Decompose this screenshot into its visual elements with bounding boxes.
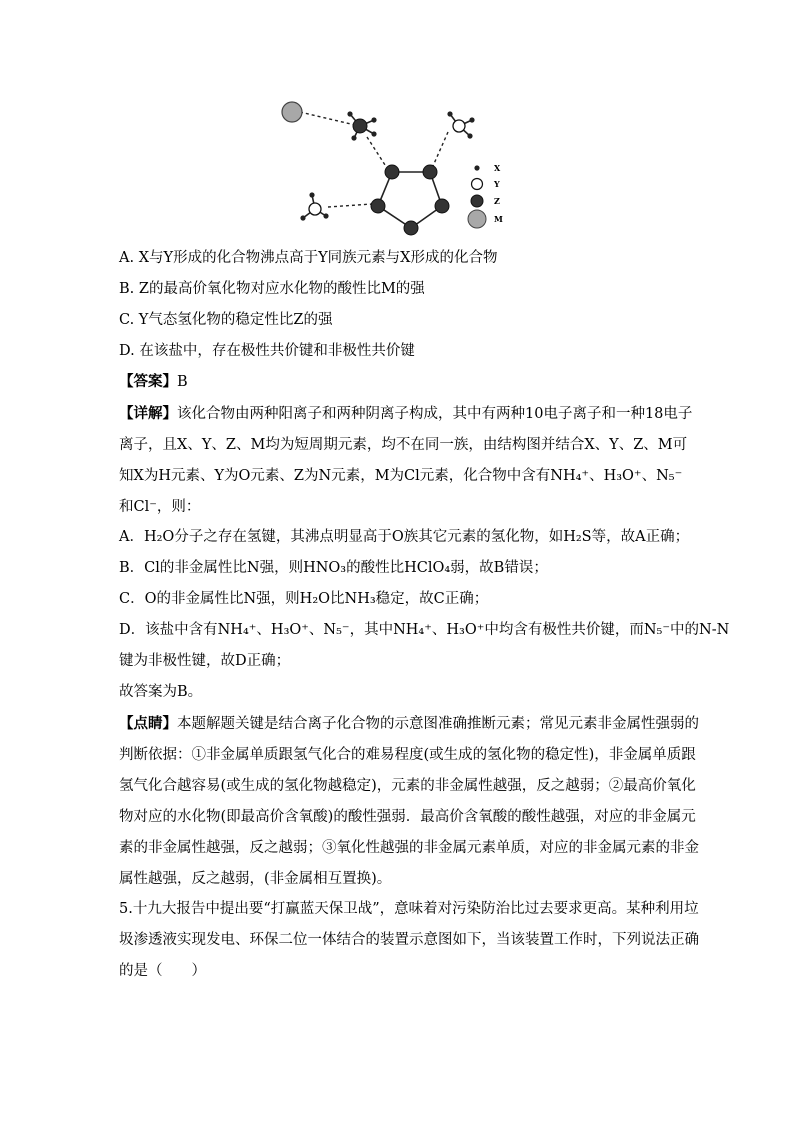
option-c: C. Y气态氢化物的稳定性比Z的强 [119,312,333,328]
atom-y [309,203,321,215]
hydrogen-bond [328,204,372,207]
atom-x [347,111,352,116]
atom-x [469,117,474,122]
answer-line [119,372,188,392]
atom-x [309,192,314,197]
legend-z-label: Z [494,196,500,206]
atom-x [447,111,452,116]
hydrogen-bond [433,132,448,166]
atom-x [371,117,376,122]
atom-z [353,119,367,133]
atom-x [371,131,376,136]
option-b: B. Z的最高价氧化物对应水化物的酸性比M的强 [119,281,425,297]
detail-label: 【详解】 [119,405,177,422]
question-5-line-1: 5.十九大报告中提出要“打赢蓝天保卫战”，意味着对污染防治比过去要求更高。某种利用垃 [119,901,699,917]
comment-label: 【点睛】 [119,715,177,732]
question-5-line-3: 的是（ ） [119,963,206,979]
atom-x [351,135,356,140]
analysis-paragraph [119,522,730,708]
atom-x [300,215,305,220]
comment-line-1: 【点睛】本题解题关键是结合离子化合物的示意图准确推断元素；常见元素非金属性强弱的 [119,715,699,732]
analysis-a: A．H₂O分子之存在氢键，其沸点明显高于O族其它元素的氢化物，如H₂S等，故A正确； [119,529,690,545]
comment-line-5: 素的非金属性越强，反之越弱；③氧化性越强的非金属元素单质，对应的非金属元素的非金 [119,840,699,856]
answer-label: 【答案】 [119,373,177,390]
analysis-d-line-1: D．该盐中含有NH₄⁺、H₃O⁺、N₅⁻，其中NH₄⁺、H₃O⁺中均含有极性共价键，而N₅⁻中的N-N [119,622,730,638]
answer-value: B [177,374,188,390]
ion-structure-diagram [270,92,530,240]
legend-x-marker [474,165,479,170]
analysis-c: C．O的非金属性比N强，则H₂O比NH₃稳定，故C正确； [119,591,489,607]
atom-z [371,199,385,213]
comment-line-2: 判断依据：①非金属单质跟氢气化合的难易程度(或生成的氢化物的稳定性)，非金属单质跟 [119,747,696,763]
legend [468,163,503,228]
analysis-conclusion: 故答案为B。 [119,684,203,700]
legend-x-label: X [494,163,501,173]
option-d: D. 在该盐中，存在极性共价键和非极性共价键 [119,343,415,359]
atom-z [435,199,449,213]
analysis-d-line-2: 键为非极性键，故D正确； [119,653,291,669]
detail-line-2: 离子，且X、Y、Z、M均为短周期元素，均不在同一族，由结构图并结合X、Y、Z、M可 [119,437,688,453]
atom-x [467,133,472,138]
hydrogen-bond [367,137,387,168]
question-5 [119,894,699,987]
comment-line-4: 物对应的水化物(即最高价含氧酸)的酸性强弱．最高价含氧酸的酸性越强，对应的非金属元 [119,809,696,825]
atom-y [453,120,465,132]
atom-x [323,213,328,218]
legend-m-label: M [494,214,503,224]
atom-z [423,165,437,179]
question-5-line-2: 圾渗透液实现发电、环保二位一体结合的装置示意图如下，当该装置工作时，下列说法正确 [119,932,699,948]
comment-line-6: 属性越强，反之越弱，(非金属相互置换)。 [119,871,392,887]
legend-m-marker [468,210,486,228]
option-a: A. X与Y形成的化合物沸点高于Y同族元素与X形成的化合物 [119,250,498,266]
atom-z [385,165,399,179]
legend-z-marker [471,195,483,207]
legend-y-marker [472,179,483,190]
detail-line-1: 【详解】该化合物由两种阳离子和两种阴离子构成，其中有两种10电子离子和一种18电子 [119,405,693,422]
analysis-b: B．Cl的非金属性比N强，则HNO₃的酸性比HClO₄弱，故B错误； [119,560,548,576]
hydrogen-bond [300,112,355,125]
detail-paragraph [119,398,693,523]
atom-z [404,221,418,235]
detail-line-4: 和Cl⁻，则： [119,499,201,515]
comment-line-3: 氢气化合越容易(或生成的氢化物越稳定)，元素的非金属性越强，反之越弱；②最高价氧化 [119,778,696,794]
atom-m [282,102,302,122]
detail-line-3: 知X为H元素、Y为O元素、Z为N元素，M为Cl元素，化合物中含有NH₄⁺、H₃O⁺、N₅⁻ [119,468,683,484]
comment-paragraph [119,708,699,895]
legend-y-label: Y [494,179,500,189]
